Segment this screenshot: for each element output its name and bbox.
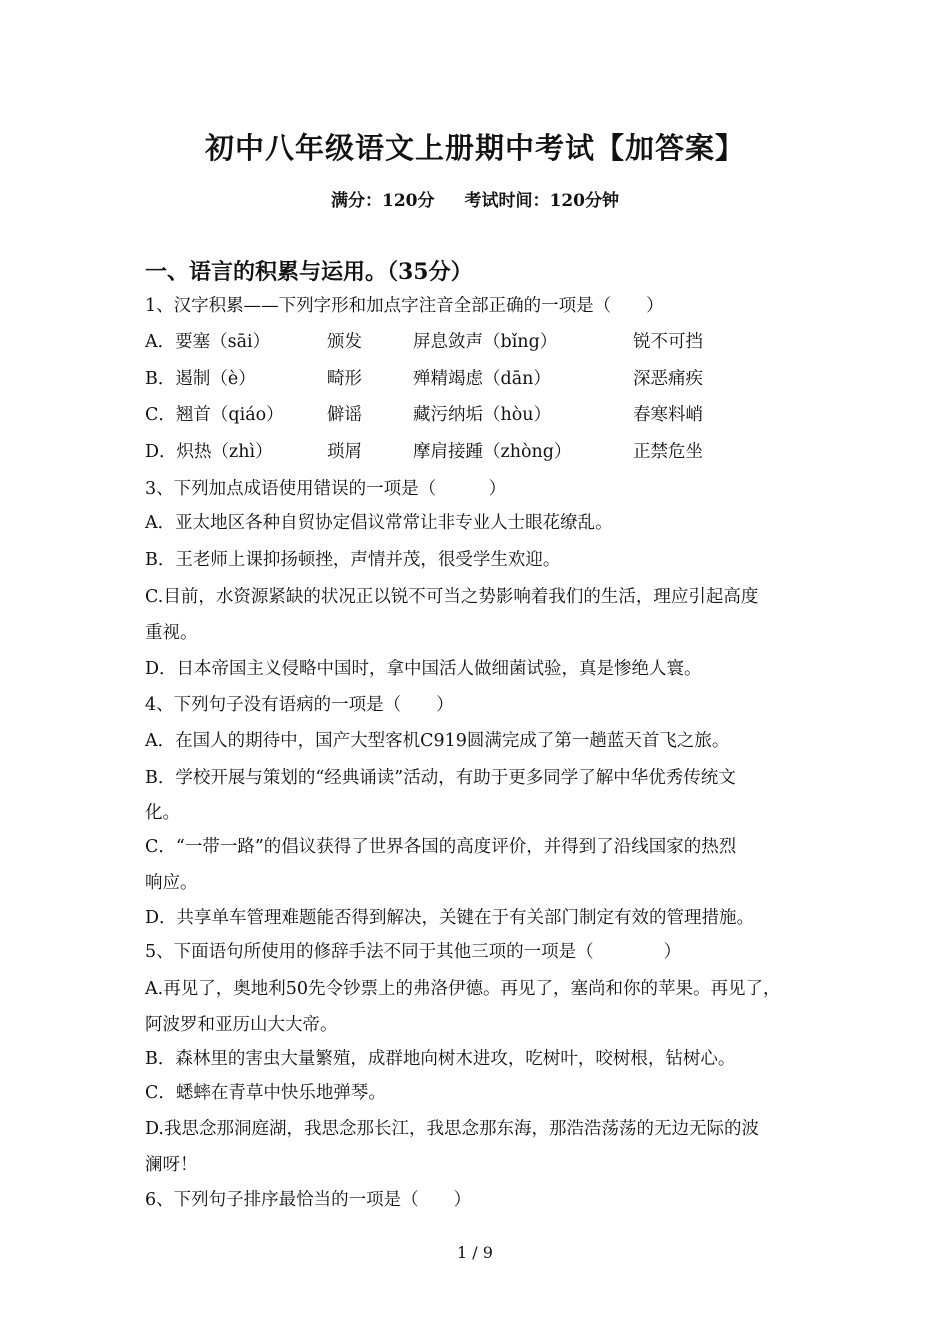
q4-option-b-line2: 化。 [145,803,180,823]
q1-option-d-col2: 琐屑 [327,442,362,462]
q5-option-b: B．森林里的害虫大量繁殖，成群地向树木进攻，吃树叶，咬树根，钻树心。 [145,1049,736,1069]
q4-option-a: A．在国人的期待中，国产大型客机C919圆满完成了第一趟蓝天首飞之旅。 [145,731,730,751]
q1-option-b-col1: B．遏制（è） [145,369,256,389]
q3-option-b: B．王老师上课抑扬顿挫，声情并茂，很受学生欢迎。 [145,550,561,570]
q5-option-a-line1: A.再见了，奥地利50先令钞票上的弗洛伊德。再见了，塞尚和你的苹果。再见了， [145,979,781,999]
exam-time: 考试时间：120分钟 [464,191,619,211]
q1-option-d-col3: 摩肩接踵（zhòng） [413,442,572,462]
q1-option-a-col1: A．要塞（sāi） [145,332,271,352]
q5-option-d-line1: D.我思念那洞庭湖，我思念那长江，我思念那东海，那浩浩荡荡的无边无际的波 [145,1119,759,1139]
q1-option-c-col2: 僻谣 [327,405,362,425]
q4-option-c-line2: 响应。 [145,873,198,893]
q5-stem: 5、下面语句所使用的修辞手法不同于其他三项的一项是（ ） [145,942,682,962]
q3-option-c-line2: 重视。 [145,623,198,643]
q3-option-d: D．日本帝国主义侵略中国时，拿中国活人做细菌试验，真是惨绝人寰。 [145,659,702,679]
q5-option-c: C．蟋蟀在青草中快乐地弹琴。 [145,1083,386,1103]
q1-option-d-col4: 正禁危坐 [633,442,703,462]
q4-option-c-line1: C．“一带一路”的倡议获得了世界各国的高度评价，并得到了沿线国家的热烈 [145,837,737,857]
q1-option-b-col4: 深恶痛疾 [633,369,703,389]
page-title: 初中八年级语文上册期中考试【加答案】 [204,131,745,165]
q4-option-d: D．共享单车管理难题能否得到解决，关键在于有关部门制定有效的管理措施。 [145,908,755,928]
full-score: 满分：120分 [331,191,435,211]
q1-option-d-col1: D．炽热（zhì） [145,442,273,462]
section-heading: 一、语言的积累与运用。（35分） [145,259,473,285]
q1-option-c-col4: 春寒料峭 [633,405,703,425]
q3-option-a: A．亚太地区各种自贸协定倡议常常让非专业人士眼花缭乱。 [145,513,613,533]
q4-stem: 4、下列句子没有语病的一项是（ ） [145,695,454,715]
q5-option-d-line2: 澜呀！ [145,1155,198,1175]
q1-option-b-col2: 畸形 [327,369,362,389]
q6-stem: 6、下列句子排序最恰当的一项是（ ） [145,1190,472,1210]
q5-option-a-line2: 阿波罗和亚历山大大帝。 [145,1015,338,1035]
q1-stem: 1、汉字积累——下列字形和加点字注音全部正确的一项是（ ） [145,296,664,316]
q3-stem: 3、下列加点成语使用错误的一项是（ ） [145,479,507,499]
page-number: 1 / 9 [457,1243,493,1262]
q1-option-c-col1: C．翘首（qiáo） [145,405,284,425]
q1-option-a-col4: 锐不可挡 [633,332,703,352]
q1-option-a-col3: 屏息敛声（bǐng） [413,332,558,352]
q4-option-b-line1: B．学校开展与策划的“经典诵读”活动，有助于更多同学了解中华优秀传统文 [145,768,736,788]
q1-option-c-col3: 藏污纳垢（hòu） [413,405,552,425]
q1-option-a-col2: 颁发 [327,332,362,352]
q3-option-c-line1: C.目前，水资源紧缺的状况正以锐不可当之势影响着我们的生活，理应引起高度 [145,587,759,607]
exam-info [0,186,950,211]
q1-option-b-col3: 殚精竭虑（dān） [413,369,551,389]
